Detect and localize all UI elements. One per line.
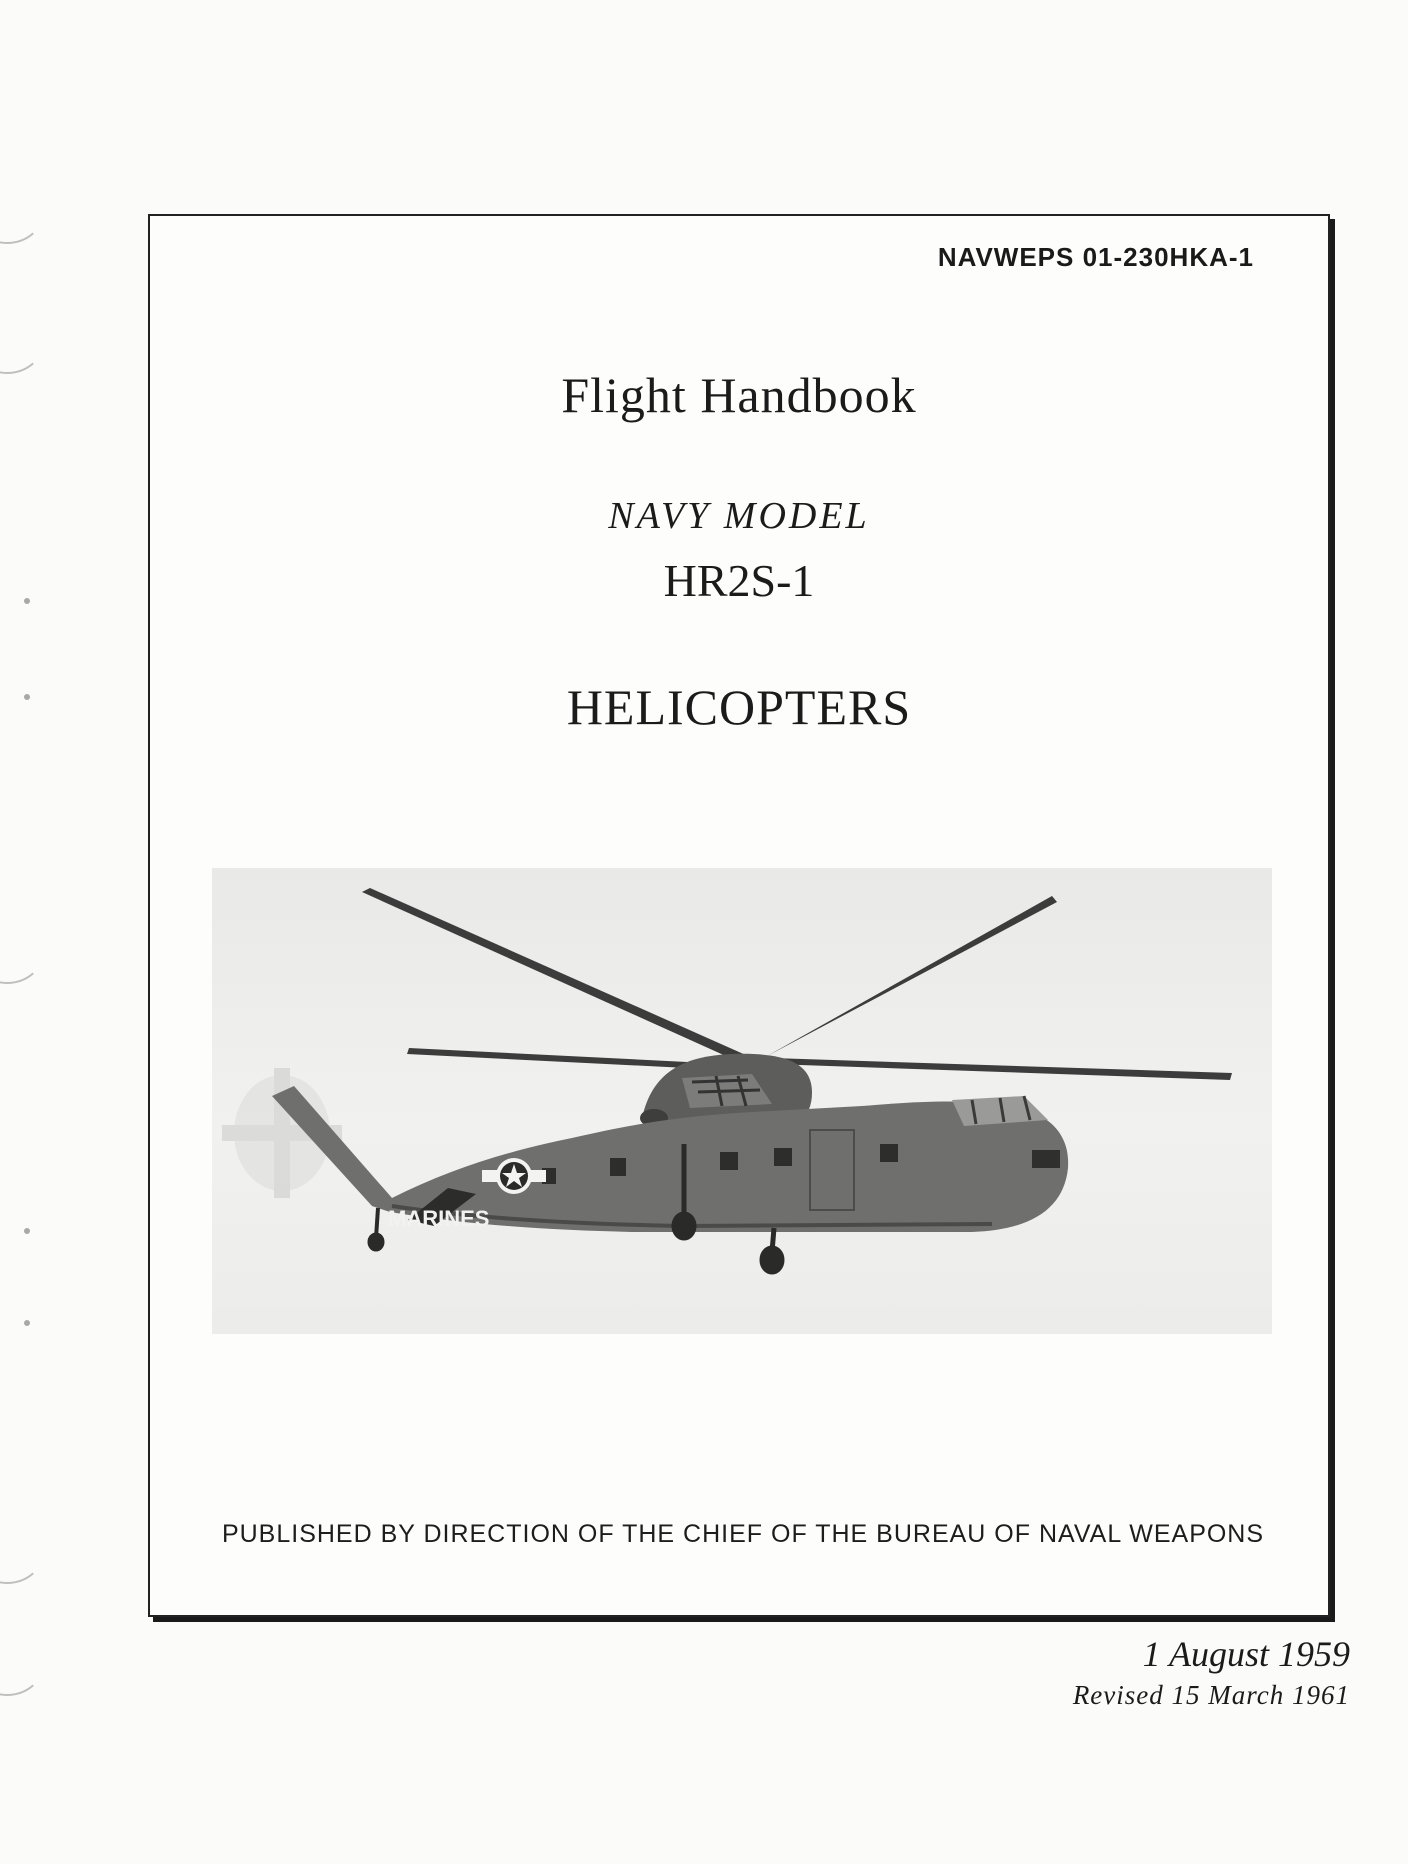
model-label: NAVY MODEL <box>608 495 870 537</box>
binder-hole-mark <box>0 310 44 374</box>
document-title: Flight Handbook <box>561 367 917 423</box>
date-block <box>1073 1632 1350 1714</box>
revision-date: Revised 15 March 1961 <box>1072 1680 1350 1710</box>
model-id: HR2S-1 <box>663 555 815 606</box>
helicopter-illustration <box>212 868 1272 1334</box>
document-number: NAVWEPS 01-230HKA-1 <box>937 242 1254 272</box>
aircraft-type: HELICOPTERS <box>566 679 912 735</box>
binder-dot <box>24 1320 30 1326</box>
fuselage-marking: MARINES <box>388 1206 490 1231</box>
binder-hole-mark <box>0 1632 44 1696</box>
helicopter-photo <box>212 868 1272 1334</box>
binder-dot <box>24 598 30 604</box>
main-rotor-blades <box>362 888 1232 1080</box>
binder-hole-mark <box>0 920 44 984</box>
publication-date: 1 August 1959 <box>1142 1634 1350 1674</box>
binder-hole-mark <box>0 180 44 244</box>
binder-dot <box>24 1228 30 1234</box>
binder-hole-mark <box>0 1520 44 1584</box>
cover-frame <box>148 214 1330 1617</box>
publisher-line: PUBLISHED BY DIRECTION OF THE CHIEF OF THE BUREAU OF NAVAL WEAPONS <box>221 1520 1265 1548</box>
binder-dot <box>24 694 30 700</box>
